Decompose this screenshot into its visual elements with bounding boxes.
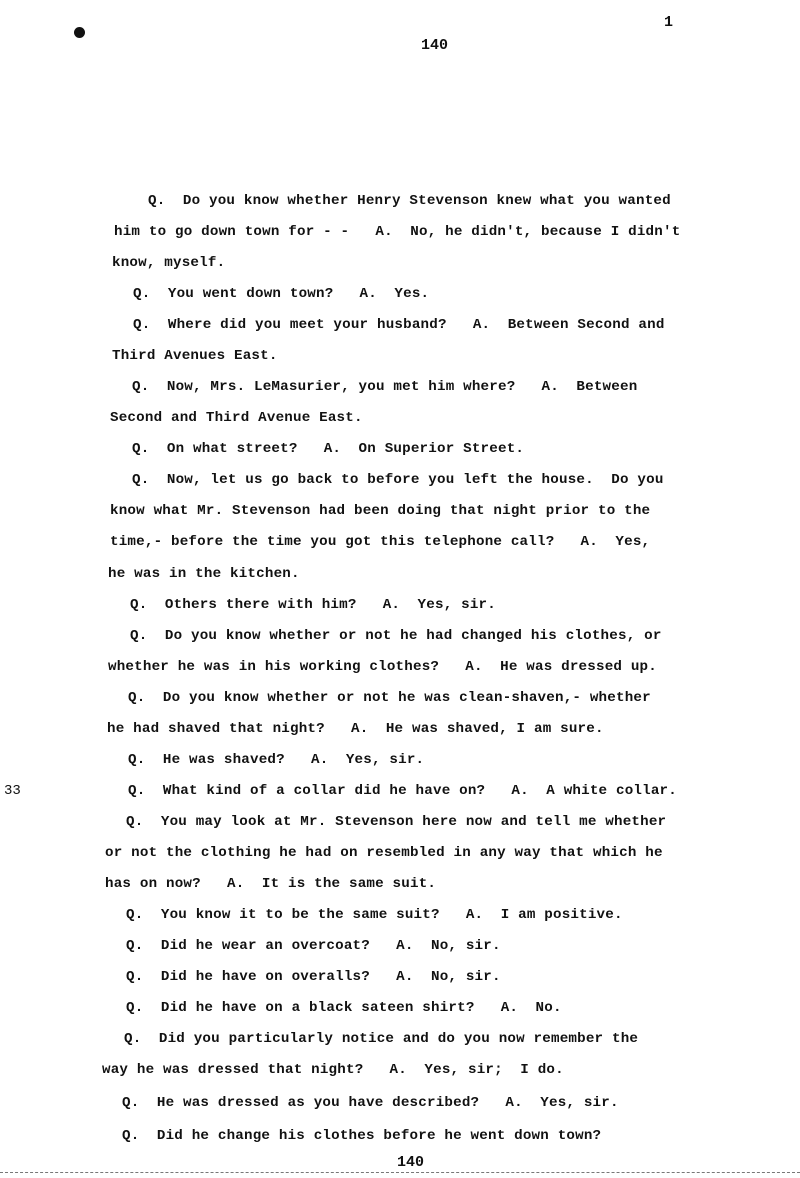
corner-mark: 1 bbox=[664, 14, 674, 31]
transcript-line: way he was dressed that night? A. Yes, sir; I do. bbox=[102, 1062, 564, 1078]
transcript-line: Q. He was shaved? A. Yes, sir. bbox=[128, 752, 425, 768]
transcript-line: know what Mr. Stevenson had been doing that night prior to the bbox=[110, 503, 651, 519]
transcript-line: he had shaved that night? A. He was shaved, I am sure. bbox=[107, 721, 604, 737]
transcript-line: has on now? A. It is the same suit. bbox=[105, 876, 437, 892]
transcript-line: Q. You may look at Mr. Stevenson here now and tell me whether bbox=[126, 814, 667, 830]
transcript-line: Q. What kind of a collar did he have on? A. A white collar. bbox=[128, 783, 677, 799]
ink-dot-mark bbox=[74, 27, 85, 38]
transcript-line: Q. Others there with him? A. Yes, sir. bbox=[130, 597, 496, 613]
transcript-line: Q. Do you know whether or not he was clean-shaven,- whether bbox=[128, 690, 651, 706]
transcript-line: Q. Did he have on a black sateen shirt? A. No. bbox=[126, 1000, 562, 1016]
transcript-line: Q. Did you particularly notice and do you now remember the bbox=[124, 1031, 639, 1047]
bottom-rule bbox=[0, 1172, 800, 1173]
transcript-line: Q. Do you know whether or not he had changed his clothes, or bbox=[130, 628, 662, 644]
transcript-line: time,- before the time you got this telephone call? A. Yes, bbox=[110, 534, 651, 550]
transcript-line: Q. Did he change his clothes before he went down town? bbox=[122, 1128, 602, 1144]
transcript-line: Q. You went down town? A. Yes. bbox=[133, 286, 430, 302]
transcript-line: Q. Do you know whether Henry Stevenson knew what you wanted bbox=[148, 193, 671, 209]
transcript-line: Q. Now, Mrs. LeMasurier, you met him where? A. Between bbox=[132, 379, 638, 395]
transcript-line: or not the clothing he had on resembled in any way that which he bbox=[105, 845, 663, 861]
page-number-top: 140 bbox=[421, 37, 449, 54]
transcript-line: he was in the kitchen. bbox=[108, 566, 300, 582]
transcript-line: Q. Did he have on overalls? A. No, sir. bbox=[126, 969, 501, 985]
transcript-line: Third Avenues East. bbox=[112, 348, 278, 364]
transcript-line: know, myself. bbox=[112, 255, 226, 271]
transcript-line: Q. Where did you meet your husband? A. Between Second and bbox=[133, 317, 665, 333]
transcript-line: Q. Did he wear an overcoat? A. No, sir. bbox=[126, 938, 501, 954]
transcript-line: Q. He was dressed as you have described? A. Yes, sir. bbox=[122, 1095, 619, 1111]
transcript-line: Q. Now, let us go back to before you left the house. Do you bbox=[132, 472, 664, 488]
page-number-bottom: 140 bbox=[397, 1154, 425, 1171]
transcript-line: Q. You know it to be the same suit? A. I am positive. bbox=[126, 907, 623, 923]
transcript-line: him to go down town for - - A. No, he didn't, because I didn't bbox=[114, 224, 681, 240]
transcript-line: Second and Third Avenue East. bbox=[110, 410, 363, 426]
transcript-line: whether he was in his working clothes? A. He was dressed up. bbox=[108, 659, 657, 675]
transcript-line: Q. On what street? A. On Superior Street. bbox=[132, 441, 525, 457]
margin-line-number: 33 bbox=[4, 783, 21, 799]
